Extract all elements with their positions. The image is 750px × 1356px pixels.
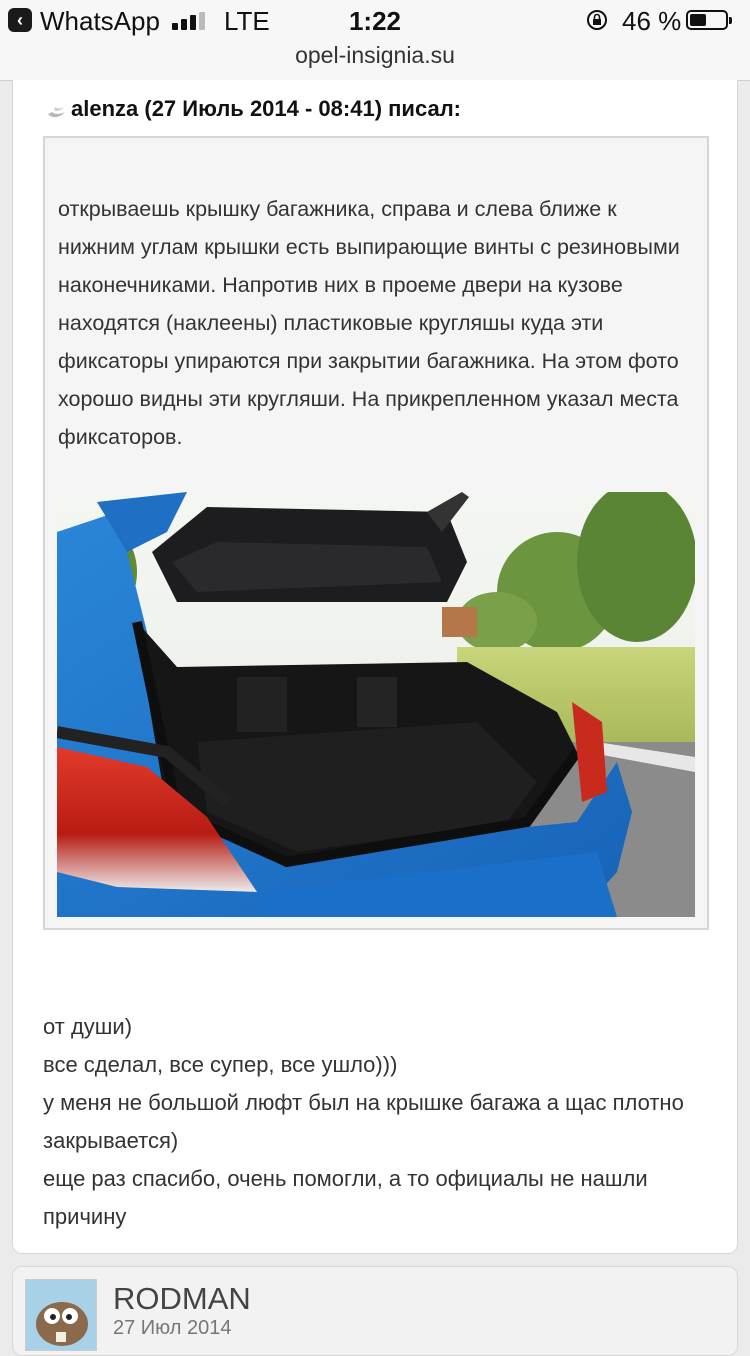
reply-line: у меня не большой люфт был на крышке багажа а щас плотно закрывается) <box>43 1090 684 1153</box>
reply-line: все сделал, все супер, все ушло))) <box>43 1052 398 1077</box>
battery-icon <box>686 10 728 30</box>
clock: 1:22 <box>348 6 402 36</box>
page-url[interactable]: opel-insignia.su <box>295 42 455 68</box>
reply-text <box>43 1008 713 1236</box>
post-date: 27 Июл 2014 <box>113 1317 232 1339</box>
chevron-left-icon[interactable]: ‹ <box>8 8 32 32</box>
forum-post <box>12 80 738 1254</box>
quote-author: alenza (27 Июль 2014 - 08:41) писал: <box>71 96 461 121</box>
reply-line: еще раз спасибо, очень помогли, а то официалы не нашли причину <box>43 1166 648 1229</box>
network-type: LTE <box>224 6 270 36</box>
quote-header <box>45 96 461 122</box>
back-to-app-label[interactable]: WhatsApp <box>40 6 160 36</box>
battery-percent: 46 % <box>622 6 682 36</box>
car-trunk-photo[interactable] <box>57 492 695 917</box>
quote-block <box>43 136 709 930</box>
quote-icon <box>45 98 71 120</box>
quote-text: открываешь крышку багажника, справа и слева ближе к нижним углам крышки есть выпирающие винты с резиновыми наконечниками. Напротив них в проеме двери на кузове находятся (наклеены) пластиковые кругляшы куда эти фиксаторы упираются при закрытии багажника. На этом фото хорошо видны эти кругляши. На прикрепленном указал места фиксаторов. <box>58 197 680 449</box>
next-post-header <box>12 1266 738 1356</box>
avatar[interactable] <box>25 1279 97 1351</box>
photo-illustration <box>57 492 695 917</box>
post-author[interactable]: RODMAN <box>113 1281 251 1316</box>
rotation-lock-icon <box>586 9 608 31</box>
status-bar <box>0 0 750 81</box>
reply-line: от души) <box>43 1014 133 1039</box>
